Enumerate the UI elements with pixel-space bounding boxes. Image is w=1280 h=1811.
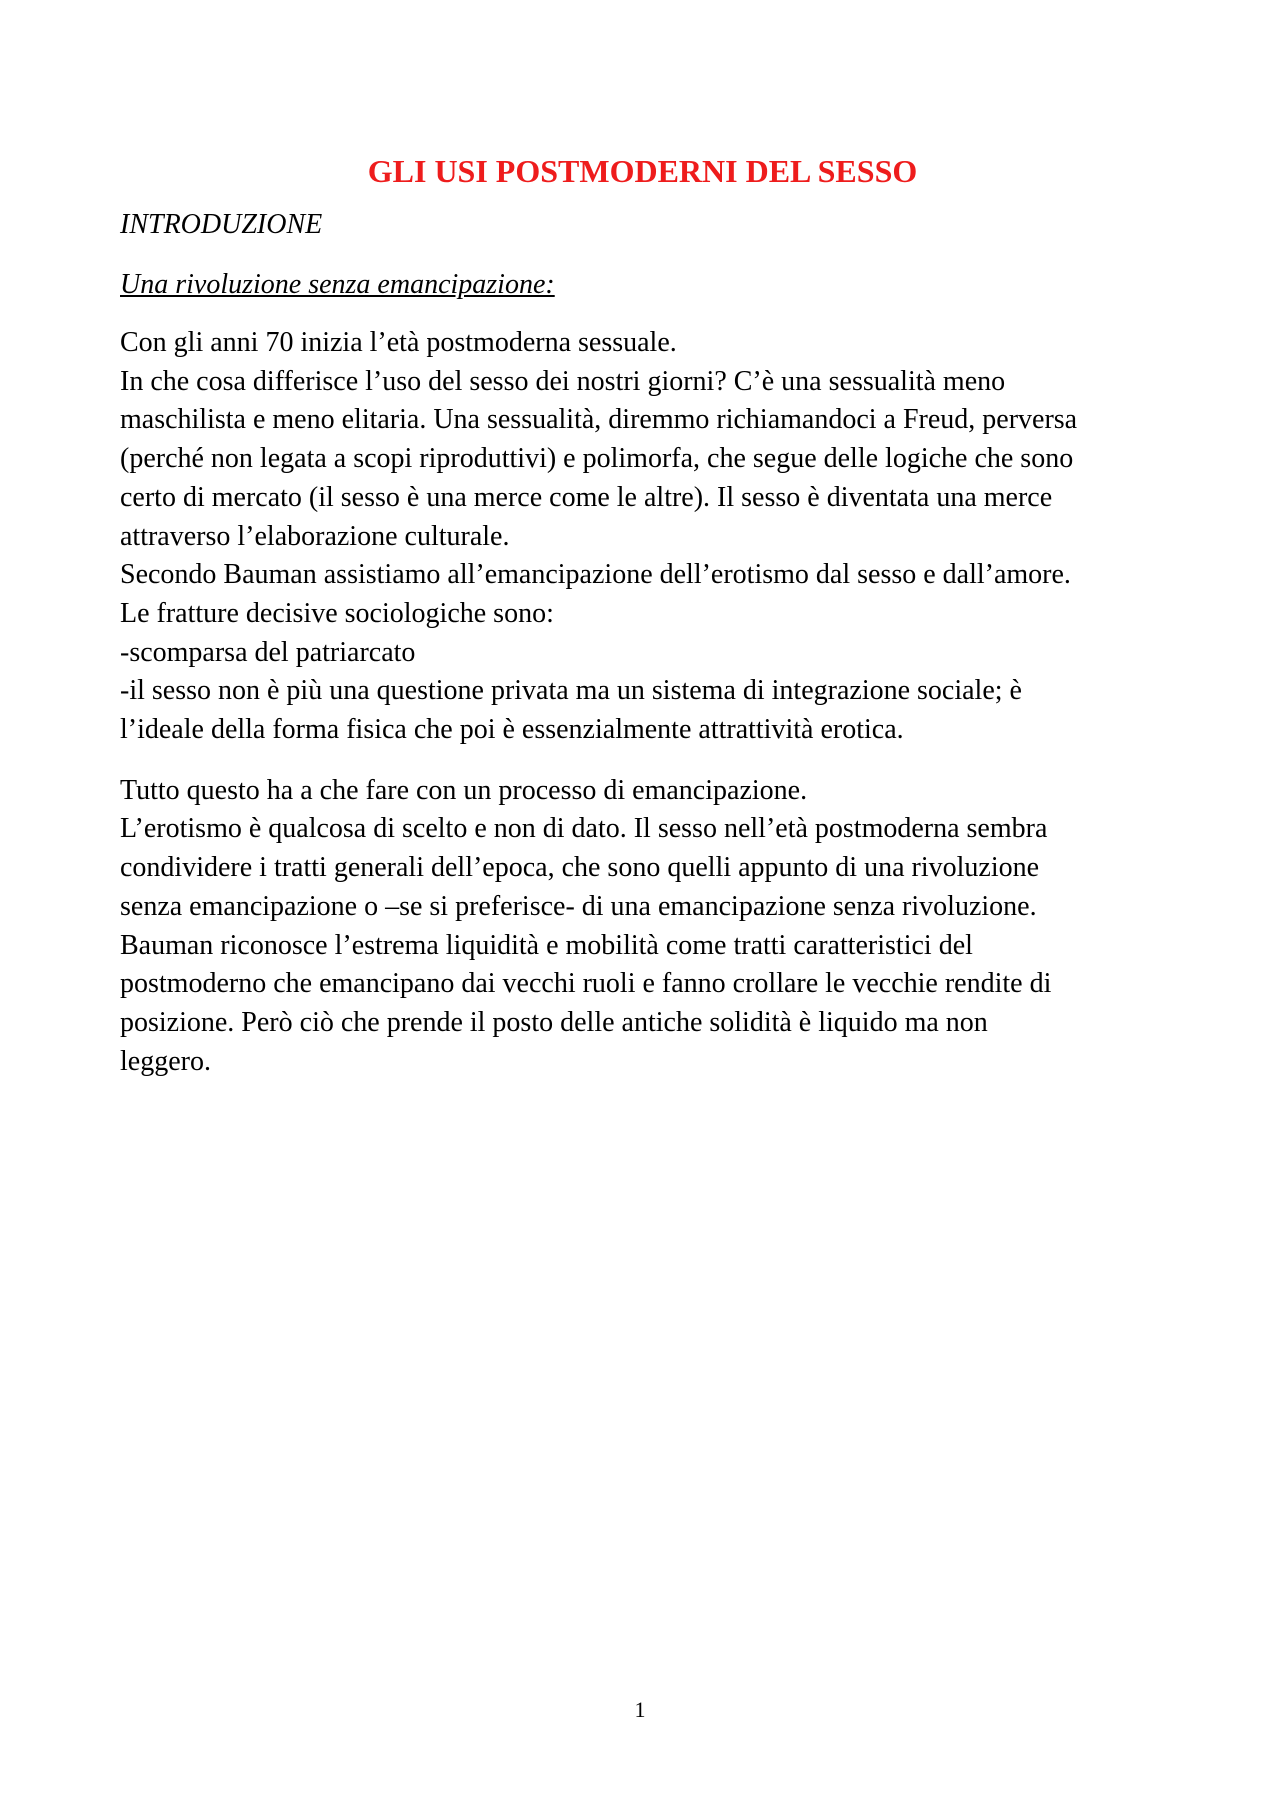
text-line: postmoderno che emancipano dai vecchi ruoli e fanno crollare le vecchie rendite di [120, 968, 1052, 1000]
list-item: -scomparsa del patriarcato [120, 636, 416, 668]
text-line: attraverso l’elaborazione culturale. [120, 520, 510, 552]
text-line: senza emancipazione o –se si preferisce- di una emancipazione senza rivoluzione. [120, 890, 1037, 922]
text-line: condividere i tratti generali dell’epoca, che sono quelli appunto di una rivoluzione [120, 852, 1040, 884]
page-content [120, 150, 1165, 1081]
document-title: GLI USI POSTMODERNI DEL SESSO [367, 153, 918, 189]
subsection-heading: Una rivoluzione senza emancipazione: [120, 269, 555, 300]
text-line: Con gli anni 70 inizia l’età postmoderna sessuale. [120, 327, 677, 358]
text-line: (perché non legata a scopi riproduttivi) e polimorfa, che segue delle logiche che sono [120, 443, 1074, 475]
text-line: leggero. [120, 1045, 211, 1077]
text-line: Secondo Bauman assistiamo all’emancipazione dell’erotismo dal sesso e dall’amore. [120, 559, 1071, 591]
list-item: -il sesso non è più una questione privata ma un sistema di integrazione sociale; è [120, 675, 1022, 707]
section-heading: INTRODUZIONE [120, 209, 323, 240]
text-line: maschilista e meno elitaria. Una sessualità, diremmo richiamandoci a Freud, perversa [120, 404, 1078, 436]
text-line: l’ideale della forma fisica che poi è essenzialmente attrattività erotica. [120, 714, 904, 746]
text-line: certo di mercato (il sesso è una merce come le altre). Il sesso è diventata una merce [120, 481, 1053, 513]
text-line: Le fratture decisive sociologiche sono: [120, 597, 554, 629]
text-line: posizione. Però ciò che prende il posto delle antiche solidità è liquido ma non [120, 1006, 988, 1038]
paragraph-2 [120, 772, 1165, 1082]
paragraph-1 [120, 324, 1165, 750]
page-number: 1 [634, 1697, 646, 1722]
text-line: Tutto questo ha a che fare con un processo di emancipazione. [120, 774, 808, 806]
text-line: Bauman riconosce l’estrema liquidità e mobilità come tratti caratteristici del [120, 929, 973, 961]
text-line: L’erotismo è qualcosa di scelto e non di dato. Il sesso nell’età postmoderna sembra [120, 813, 1048, 845]
text-line: In che cosa differisce l’uso del sesso dei nostri giorni? C’è una sessualità meno [120, 365, 1006, 397]
